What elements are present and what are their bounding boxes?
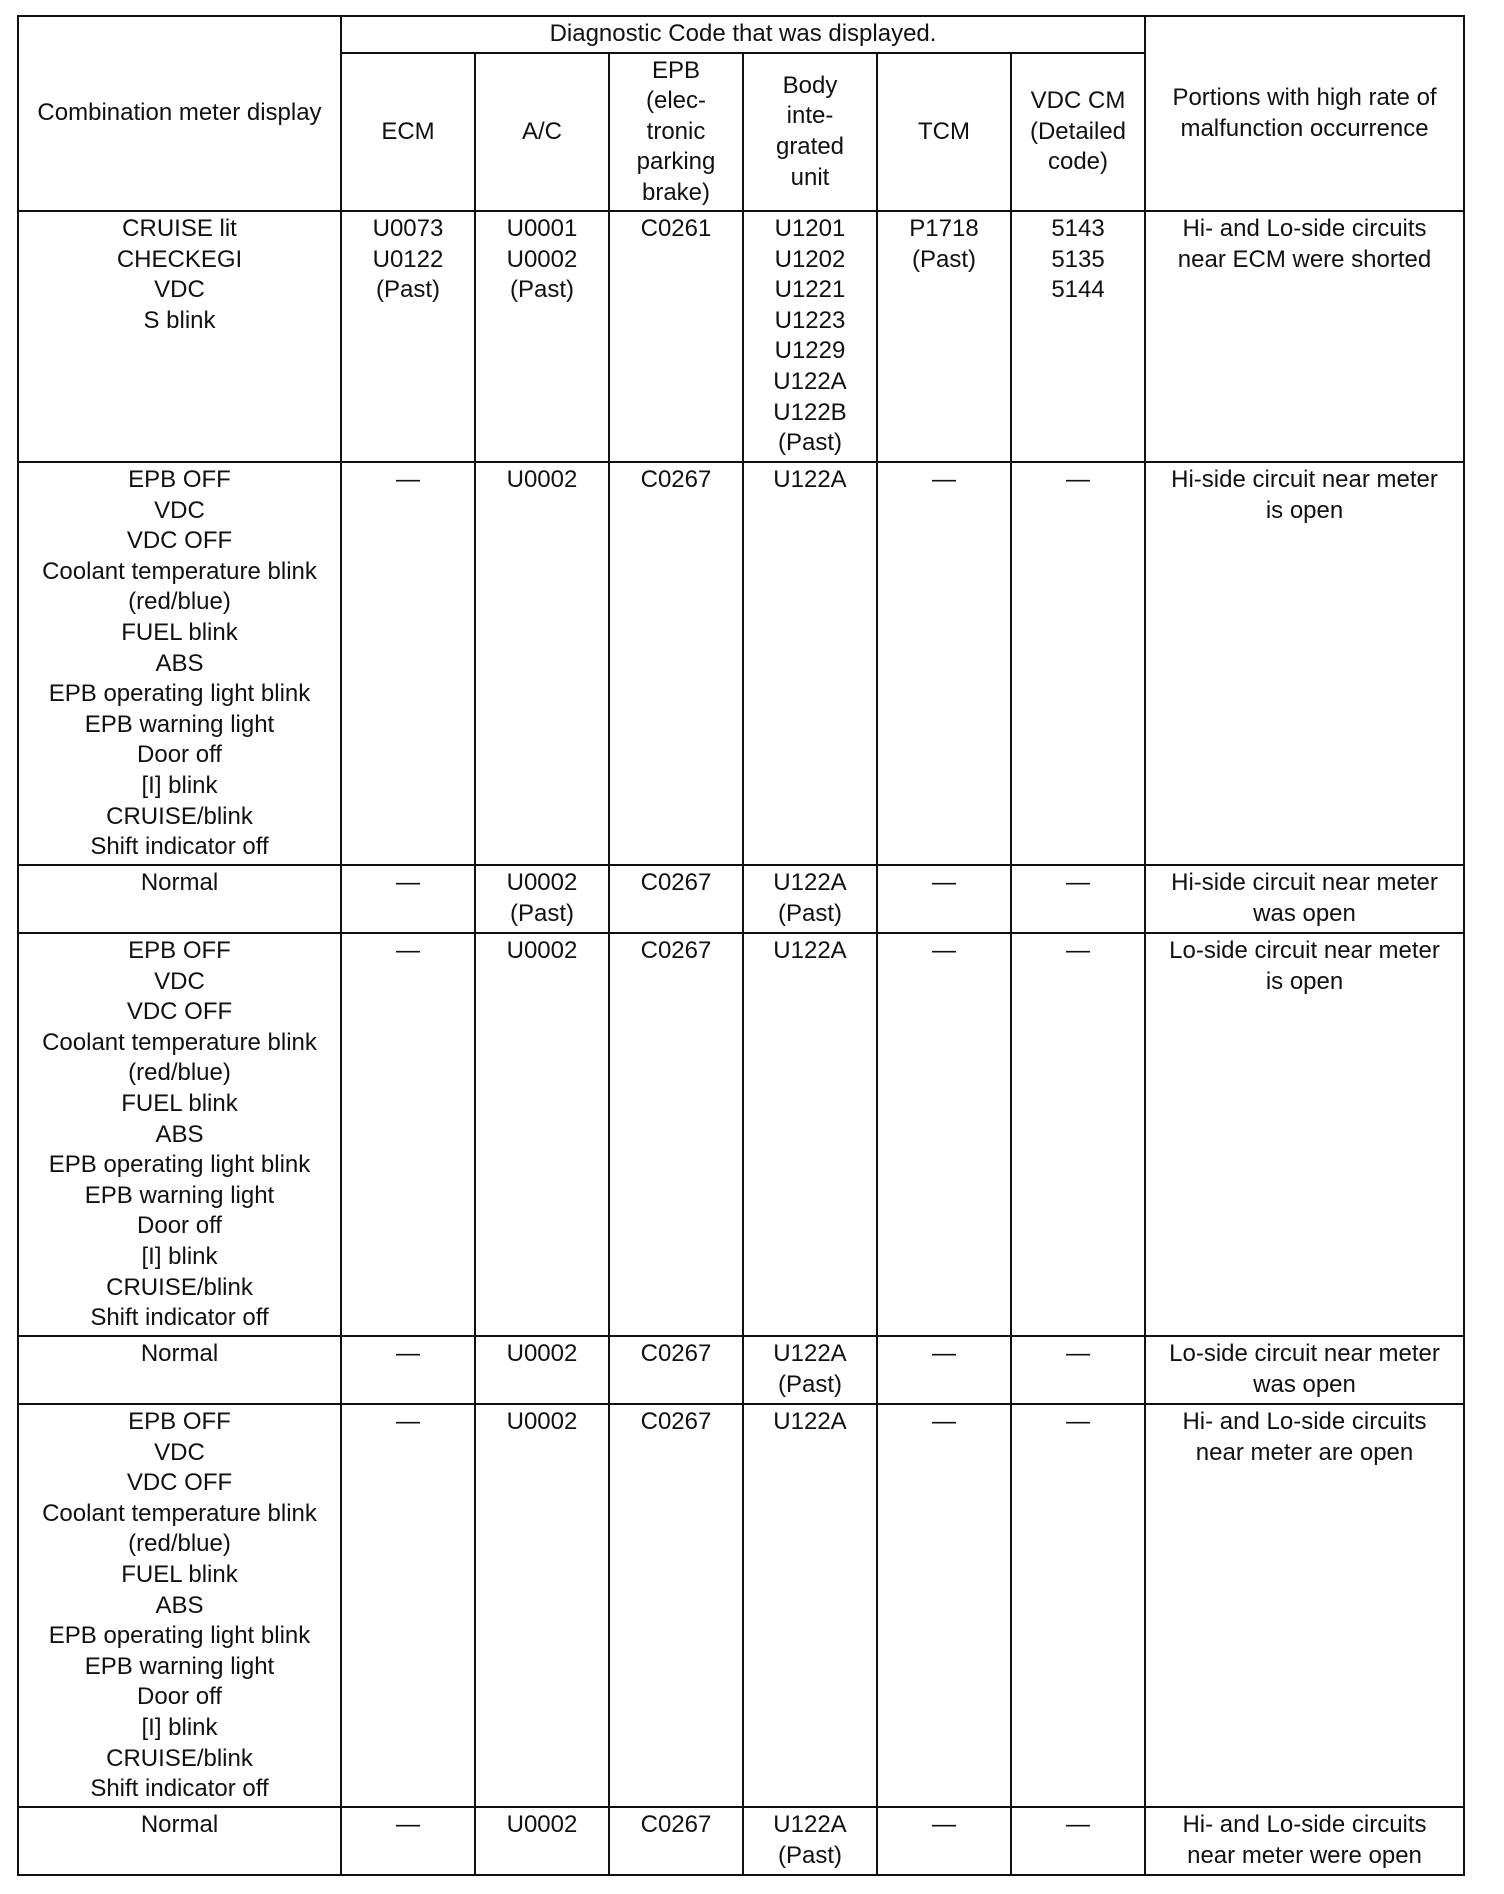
tcm-code-cell: — [877, 462, 1011, 865]
vdc-code-cell: — [1011, 865, 1145, 933]
tcm-code-cell: — [877, 865, 1011, 933]
ac-code-cell: U0002 [475, 462, 609, 865]
epb-code-cell: C0267 [609, 462, 743, 865]
epb-code-cell: C0267 [609, 1404, 743, 1807]
header-combination-meter-display: Combination meter display [18, 16, 341, 211]
tcm-code-cell: P1718 (Past) [877, 211, 1011, 462]
table-row [18, 211, 1464, 462]
header-ac: A/C [475, 53, 609, 211]
body-unit-code-cell: U122A [743, 1404, 877, 1807]
meter-display-cell: Normal [18, 1807, 341, 1875]
meter-display-cell: EPB OFF VDC VDC OFF Coolant temperature blink (red/blue) FUEL blink ABS EPB operating light blink EPB warning light Door off [I] blink CRUISE/blink Shift indicator off [18, 933, 341, 1336]
header-vdc-cm: VDC CM (Detailed code) [1011, 53, 1145, 211]
malfunction-portion-cell: Lo-side circuit near meter is open [1145, 933, 1464, 1336]
ecm-code-cell: U0073 U0122 (Past) [341, 211, 475, 462]
malfunction-portion-cell: Hi- and Lo-side circuits near meter were open [1145, 1807, 1464, 1875]
meter-display-cell: Normal [18, 865, 341, 933]
meter-display-cell: EPB OFF VDC VDC OFF Coolant temperature blink (red/blue) FUEL blink ABS EPB operating light blink EPB warning light Door off [I] blink CRUISE/blink Shift indicator off [18, 1404, 341, 1807]
header-body-integrated-unit: Body inte- grated unit [743, 53, 877, 211]
ac-code-cell: U0002 [475, 1336, 609, 1404]
body-unit-code-cell: U122A [743, 933, 877, 1336]
epb-code-cell: C0267 [609, 933, 743, 1336]
body-unit-code-cell: U122A (Past) [743, 1807, 877, 1875]
header-epb: EPB (elec- tronic parking brake) [609, 53, 743, 211]
table-row [18, 1336, 1464, 1404]
meter-display-cell: EPB OFF VDC VDC OFF Coolant temperature blink (red/blue) FUEL blink ABS EPB operating light blink EPB warning light Door off [I] blink CRUISE/blink Shift indicator off [18, 462, 341, 865]
epb-code-cell: C0267 [609, 1807, 743, 1875]
ac-code-cell: U0002 [475, 1807, 609, 1875]
malfunction-portion-cell: Hi-side circuit near meter was open [1145, 865, 1464, 933]
malfunction-portion-cell: Hi-side circuit near meter is open [1145, 462, 1464, 865]
body-unit-code-cell: U122A [743, 462, 877, 865]
vdc-code-cell: — [1011, 462, 1145, 865]
malfunction-portion-cell: Hi- and Lo-side circuits near meter are open [1145, 1404, 1464, 1807]
meter-display-cell: CRUISE lit CHECKEGI VDC S blink [18, 211, 341, 462]
table-row [18, 1404, 1464, 1807]
epb-code-cell: C0267 [609, 1336, 743, 1404]
tcm-code-cell: — [877, 1404, 1011, 1807]
tcm-code-cell: — [877, 1807, 1011, 1875]
ecm-code-cell: — [341, 1807, 475, 1875]
ac-code-cell: U0001 U0002 (Past) [475, 211, 609, 462]
vdc-code-cell: — [1011, 1336, 1145, 1404]
vdc-code-cell: 5143 5135 5144 [1011, 211, 1145, 462]
body-unit-code-cell: U122A (Past) [743, 865, 877, 933]
vdc-code-cell: — [1011, 1807, 1145, 1875]
epb-code-cell: C0267 [609, 865, 743, 933]
ac-code-cell: U0002 (Past) [475, 865, 609, 933]
table-row [18, 1807, 1464, 1875]
diagnostic-code-table [17, 15, 1465, 1876]
table-row [18, 865, 1464, 933]
ecm-code-cell: — [341, 1404, 475, 1807]
header-diagnostic-code: Diagnostic Code that was displayed. [341, 16, 1145, 53]
malfunction-portion-cell: Lo-side circuit near meter was open [1145, 1336, 1464, 1404]
tcm-code-cell: — [877, 933, 1011, 1336]
ac-code-cell: U0002 [475, 933, 609, 1336]
vdc-code-cell: — [1011, 933, 1145, 1336]
ecm-code-cell: — [341, 462, 475, 865]
ecm-code-cell: — [341, 865, 475, 933]
malfunction-portion-cell: Hi- and Lo-side circuits near ECM were shorted [1145, 211, 1464, 462]
body-unit-code-cell: U122A (Past) [743, 1336, 877, 1404]
table-row [18, 933, 1464, 1336]
header-ecm: ECM [341, 53, 475, 211]
meter-display-cell: Normal [18, 1336, 341, 1404]
body-unit-code-cell: U1201 U1202 U1221 U1223 U1229 U122A U122B (Past) [743, 211, 877, 462]
ecm-code-cell: — [341, 1336, 475, 1404]
tcm-code-cell: — [877, 1336, 1011, 1404]
header-tcm: TCM [877, 53, 1011, 211]
table-body [18, 211, 1464, 1875]
ac-code-cell: U0002 [475, 1404, 609, 1807]
epb-code-cell: C0261 [609, 211, 743, 462]
vdc-code-cell: — [1011, 1404, 1145, 1807]
ecm-code-cell: — [341, 933, 475, 1336]
header-portions: Portions with high rate of malfunction occurrence [1145, 16, 1464, 211]
table-row [18, 462, 1464, 865]
